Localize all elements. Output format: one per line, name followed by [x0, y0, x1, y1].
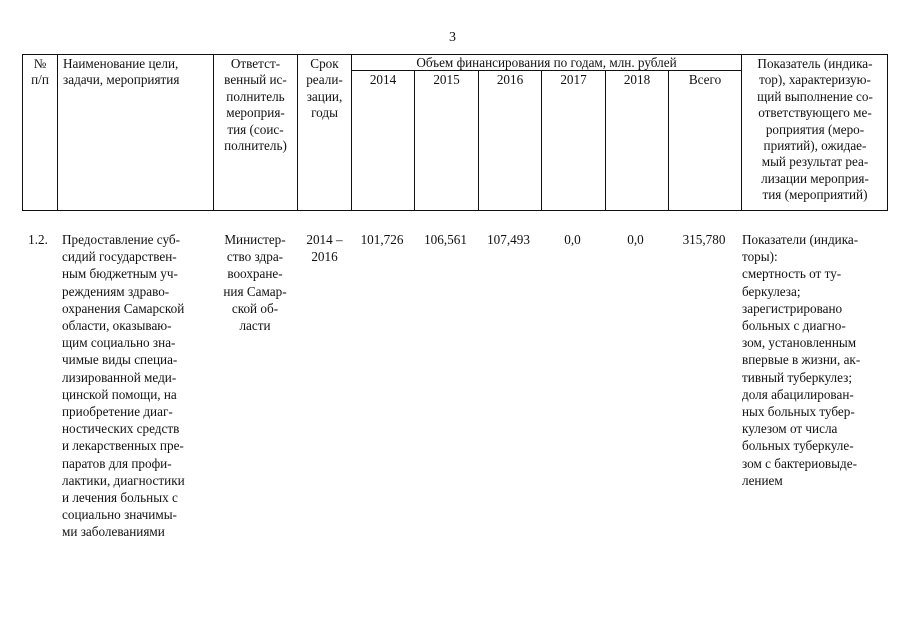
divider: [57, 55, 58, 210]
value-2016: 107,493: [487, 232, 530, 247]
header-indicator: Показатель (индика- тор), характеризую- щий выполнение со- ответствующего ме- роприятия (меро- приятий), ожидае- мый результат реа- лизации мероприя- тия (мероприятий): [757, 56, 873, 203]
header-funding-title: Объем финансирования по годам, млн. рублей: [416, 55, 677, 70]
header-year-2018: 2018: [623, 72, 651, 87]
table-header: [22, 54, 888, 211]
header-year-2016: 2016: [496, 72, 524, 87]
row-term: 2014 – 2016: [306, 232, 343, 265]
value-2015: 106,561: [424, 232, 467, 247]
header-num: № п/п: [31, 56, 49, 88]
divider: [668, 70, 669, 210]
value-2017: 0,0: [564, 232, 581, 247]
header-name: Наименование цели, задачи, мероприятия: [63, 56, 180, 88]
divider: [605, 70, 606, 210]
row-responsible: Министер- ство здра- воохране- ния Самар- ской об- ласти: [223, 232, 287, 334]
header-year-2014: 2014: [369, 72, 397, 87]
divider: [351, 70, 741, 71]
header-year-2015: 2015: [433, 72, 460, 87]
row-indicators: Показатели (индика- торы): смертность от ту- беркулеза; зарегистрировано больных с диагно- зом, установленным впервые в жизни, ак- тивный туберкулез; доля абацилирован- ных больных тубер- кулезом от числа больных туберкуле- зом с бактериовыде- лением: [742, 232, 861, 488]
divider: [541, 70, 542, 210]
divider: [414, 70, 415, 210]
value-total: 315,780: [682, 232, 726, 247]
value-2014: 101,726: [360, 232, 404, 247]
value-2018: 0,0: [627, 232, 644, 247]
header-year-2017: 2017: [560, 72, 587, 87]
divider: [478, 70, 479, 210]
header-total: Всего: [688, 72, 722, 87]
row-number: 1.2.: [28, 232, 48, 247]
row-name: Предоставление суб- сидий государствен- ным бюджетным уч- реждениям здраво- охранения Самарской области, оказываю- щим социально зна- чимые виды специа- лизированной меди- цинской помощи, на приобретение диаг- ностических средств и лекарственных пре- паратов для профи- лактики, диагностики и лечения больных с социально значимы- ми заболеваниями: [62, 232, 185, 540]
page-number: 3: [449, 30, 456, 45]
header-responsible: Ответст- венный ис- полнитель мероприя- тия (соис- полнитель): [224, 56, 287, 154]
header-term: Срок реали- зации, годы: [306, 56, 343, 121]
